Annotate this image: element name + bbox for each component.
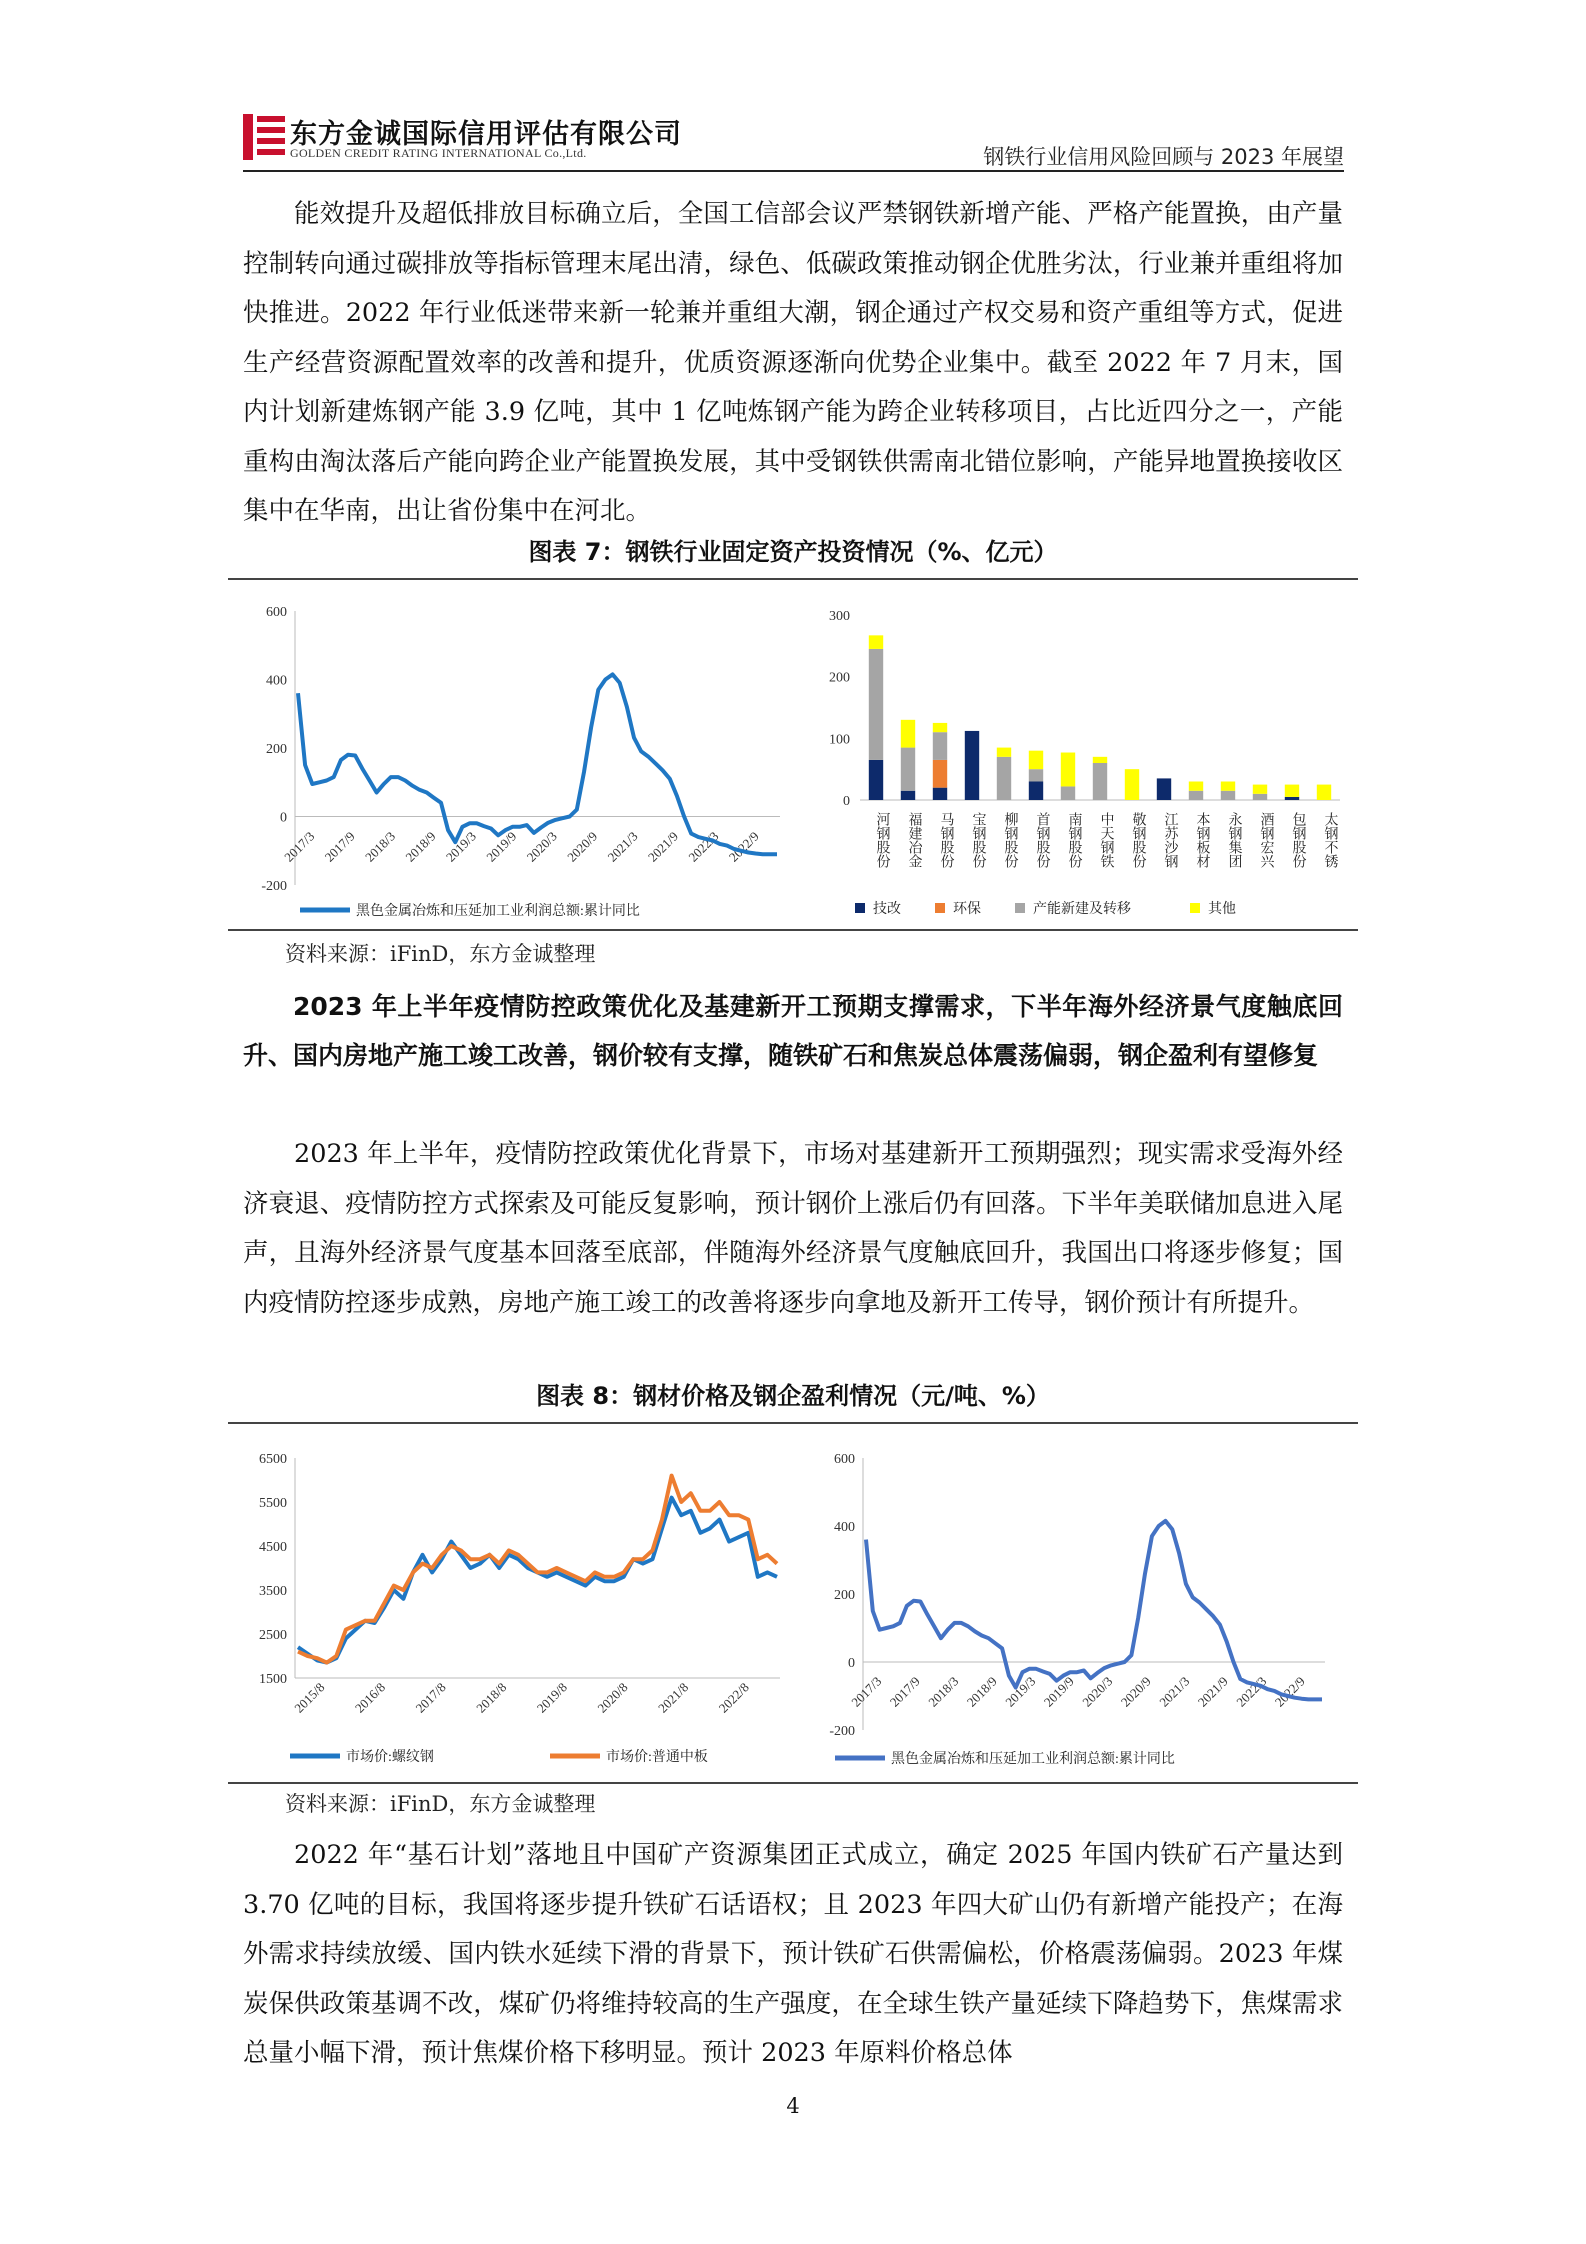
y-tick-label: 200: [834, 1588, 855, 1603]
x-tick-label: 2019/8: [533, 1679, 570, 1716]
x-tick-label: 2020/9: [1117, 1673, 1154, 1710]
x-tick-label: 2015/8: [291, 1679, 328, 1716]
bar-segment: [997, 757, 1011, 800]
bar-segment: [933, 723, 947, 732]
y-tick-label: 0: [280, 810, 287, 826]
paragraph-1: 能效提升及超低排放目标确立后，全国工信部会议严禁钢铁新增产能、严格产能置换，由产量控制转向通过碳排放等指标管理末尾出清，绿色、低碳政策推动钢企优胜劣汰，行业兼并重组将加快推进。2022 年行业低迷带来新一轮兼并重组大潮，钢企通过产权交易和资产重组等方式，促进生产经营资源配置效率的改善和提升，优质资源逐渐向优势企业集中。截至 2022 年 7 月末，国内计划新建炼钢产能 3.9 亿吨，其中 1 亿吨炼钢产能为跨企业转移项目，占比近四分之一，产能重构由淘汰落后产能向跨企业产能置换发展，其中受钢铁供需南北错位影响，产能异地置换接收区集中在华南，出让省份集中在河北。: [243, 199, 1343, 526]
figure-8-profit-chart: [805, 1430, 1350, 1780]
bar-segment: [869, 635, 883, 649]
bar-segment: [1061, 786, 1075, 800]
x-tick-label: 2021/9: [644, 828, 682, 865]
legend-label: 产能新建及转移: [1033, 902, 1131, 917]
x-tick-label: 2016/8: [351, 1679, 389, 1716]
figure-7-bar-chart: [805, 585, 1350, 925]
y-tick-label: 4500: [259, 1540, 287, 1555]
series-line: [298, 1498, 777, 1663]
x-tick-label: 2020/9: [564, 828, 601, 865]
y-tick-label: -200: [829, 1724, 855, 1739]
bar-segment: [1253, 794, 1267, 800]
y-tick-label: 0: [843, 794, 850, 809]
company-name-cn: 东方金诚国际信用评估有限公司: [290, 119, 682, 150]
x-tick-label: 2021/3: [1156, 1673, 1193, 1710]
y-tick-label: 200: [829, 670, 850, 686]
figure-7-line-chart: [240, 585, 800, 925]
legend-label: 黑色金属冶炼和压延加工业利润总额:累计同比: [356, 904, 640, 919]
series-line: [298, 1476, 777, 1663]
category-label: 马钢股份: [938, 812, 954, 868]
legend-swatch: [935, 903, 945, 913]
bar-segment: [869, 649, 883, 760]
x-tick-label: 2022/3: [1233, 1673, 1270, 1710]
y-tick-label: 2500: [259, 1628, 287, 1643]
legend-swatch: [855, 903, 865, 913]
legend-swatch: [1190, 903, 1200, 913]
x-tick-label: 2017/8: [412, 1679, 449, 1716]
paragraph-3: 2022 年“基石计划”落地且中国矿产资源集团正式成立，确定 2025 年国内铁矿石产量达到 3.70 亿吨的目标，我国将逐步提升铁矿石话语权；且 2023 年四大矿山仍有新增产能投产；在海外需求持续放缓、国内铁水延续下滑的背景下，预计铁矿石供需偏松，价格震荡偏弱。2023 年煤炭保供政策基调不改，煤矿仍将维持较高的生产强度，在全球生铁产量延续下降趋势下，焦煤需求总量小幅下滑，预计焦煤价格下移明显。预计 2023 年原料价格总体: [243, 1840, 1343, 2068]
legend-label: 环保: [953, 902, 981, 917]
category-label: 包钢股份: [1290, 812, 1306, 868]
bar-segment: [965, 731, 979, 800]
company-name-en: GOLDEN CREDIT RATING INTERNATIONAL Co.,Ltd.: [290, 146, 587, 160]
figure-8-title: 图表 8：钢材价格及钢企盈利情况（元/吨、%）: [536, 1382, 1050, 1410]
bar-segment: [1285, 785, 1299, 797]
category-label: 柳钢股份: [1002, 812, 1018, 868]
page-number: 4: [786, 2094, 800, 2118]
y-tick-label: 1500: [259, 1672, 287, 1687]
bar-segment: [997, 748, 1011, 757]
category-label: 河钢股份: [874, 812, 890, 868]
bar-segment: [1189, 791, 1203, 800]
category-label: 敬钢股份: [1130, 812, 1146, 868]
y-tick-label: 3500: [259, 1584, 287, 1599]
report-title: 钢铁行业信用风险回顾与 2023 年展望: [983, 145, 1344, 169]
category-label: 酒钢宏兴: [1258, 812, 1274, 868]
bar-segment: [901, 791, 915, 800]
x-tick-label: 2022/3: [685, 828, 722, 865]
legend-label: 黑色金属冶炼和压延加工业利润总额:累计同比: [891, 1752, 1175, 1767]
bar-segment: [901, 748, 915, 791]
x-tick-label: 2018/9: [402, 828, 439, 865]
paragraph-2: 2023 年上半年，疫情防控政策优化背景下，市场对基建新开工预期强烈；现实需求受海外经济衰退、疫情防控方式探索及可能反复影响，预计钢价上涨后仍有回落。下半年美联储加息进入尾声，且海外经济景气度基本回落至底部，伴随海外经济景气度触底回升，我国出口将逐步修复；国内疫情防控逐步成熟，房地产施工竣工的改善将逐步向拿地及新开工传导，钢价预计有所提升。: [243, 1139, 1343, 1318]
bar-segment: [1221, 782, 1235, 791]
x-tick-label: 2020/8: [594, 1679, 631, 1716]
figure-8-price-chart: [240, 1430, 800, 1780]
x-tick-label: 2020/3: [523, 828, 560, 865]
x-tick-label: 2020/3: [1079, 1673, 1116, 1710]
series-line: [866, 1521, 1322, 1700]
bar-segment: [869, 760, 883, 800]
figure-7-bottom-rule: [228, 929, 1358, 931]
company-logo: [243, 114, 285, 160]
bar-segment: [1029, 769, 1043, 781]
x-tick-label: 2021/8: [655, 1679, 692, 1716]
category-label: 中天钢铁: [1098, 812, 1114, 868]
y-tick-label: 600: [266, 605, 287, 620]
category-label: 江苏沙钢: [1162, 812, 1178, 868]
x-tick-label: 2019/3: [442, 828, 479, 865]
x-tick-label: 2018/9: [963, 1673, 1000, 1710]
y-tick-label: 0: [848, 1656, 855, 1671]
x-tick-label: 2022/9: [1271, 1673, 1308, 1710]
x-tick-label: 2019/3: [1002, 1673, 1039, 1710]
figure-8-top-rule: [228, 1422, 1358, 1424]
legend-swatch: [1015, 903, 1025, 913]
x-tick-label: 2017/9: [886, 1673, 923, 1710]
x-tick-label: 2022/8: [715, 1679, 752, 1716]
bar-segment: [1157, 778, 1171, 800]
x-tick-label: 2021/3: [604, 828, 641, 865]
y-tick-label: 300: [829, 609, 850, 624]
x-tick-label: 2017/3: [281, 828, 318, 865]
bar-segment: [1189, 782, 1203, 791]
bar-segment: [1029, 782, 1043, 801]
bar-segment: [1253, 785, 1267, 794]
bar-segment: [933, 760, 947, 788]
bar-segment: [1093, 757, 1107, 763]
legend-label: 市场价:普通中板: [606, 1750, 708, 1765]
x-tick-label: 2022/9: [725, 828, 762, 865]
category-label: 首钢股份: [1034, 812, 1050, 868]
y-tick-label: 6500: [259, 1452, 287, 1467]
category-label: 本钢板材: [1194, 812, 1210, 868]
category-label: 福建冶金: [906, 812, 922, 868]
category-label: 太钢不锈: [1322, 812, 1338, 868]
y-tick-label: 200: [266, 742, 287, 757]
x-tick-label: 2018/3: [925, 1673, 962, 1710]
bar-segment: [1029, 751, 1043, 770]
y-tick-label: 100: [829, 732, 850, 748]
bar-segment: [901, 720, 915, 748]
figure-8-bottom-rule: [228, 1782, 1358, 1784]
figure-7-title: 图表 7：钢铁行业固定资产投资情况（%、亿元）: [528, 538, 1058, 566]
y-tick-label: 600: [834, 1452, 855, 1467]
legend-label: 其他: [1208, 902, 1236, 917]
category-label: 永钢集团: [1226, 812, 1242, 868]
category-label: 南钢股份: [1066, 812, 1082, 868]
bar-segment: [1125, 769, 1139, 800]
figure-7-source: 资料来源：iFinD，东方金诚整理: [285, 942, 596, 966]
legend-label: 技改: [873, 902, 901, 917]
section-heading: 2023 年上半年疫情防控政策优化及基建新开工预期支撑需求，下半年海外经济景气度触底回升、国内房地产施工竣工改善，钢价较有支撑，随铁矿石和焦炭总体震荡偏弱，钢企盈利有望修复: [243, 992, 1343, 1070]
figure-7-top-rule: [228, 578, 1358, 580]
x-tick-label: 2019/9: [483, 828, 520, 865]
bar-segment: [1093, 763, 1107, 800]
header-rule: [243, 170, 1344, 172]
x-tick-label: 2021/9: [1194, 1673, 1231, 1710]
bar-segment: [1317, 785, 1331, 800]
bar-segment: [933, 788, 947, 800]
bar-segment: [1285, 797, 1299, 800]
y-tick-label: 5500: [259, 1496, 287, 1511]
bar-segment: [1221, 791, 1235, 800]
bar-segment: [933, 732, 947, 760]
y-tick-label: 400: [834, 1520, 855, 1535]
legend-label: 市场价:螺纹钢: [346, 1750, 434, 1765]
x-tick-label: 2018/8: [473, 1679, 510, 1716]
series-line: [298, 674, 777, 854]
x-tick-label: 2019/9: [1040, 1673, 1077, 1710]
x-tick-label: 2017/3: [848, 1673, 885, 1710]
y-tick-label: -200: [261, 879, 287, 894]
x-tick-label: 2017/9: [321, 828, 358, 865]
x-tick-label: 2018/3: [362, 828, 399, 865]
figure-8-source: 资料来源：iFinD，东方金诚整理: [285, 1792, 596, 1816]
category-label: 宝钢股份: [970, 812, 986, 868]
y-tick-label: 400: [266, 673, 287, 689]
bar-segment: [1061, 753, 1075, 787]
